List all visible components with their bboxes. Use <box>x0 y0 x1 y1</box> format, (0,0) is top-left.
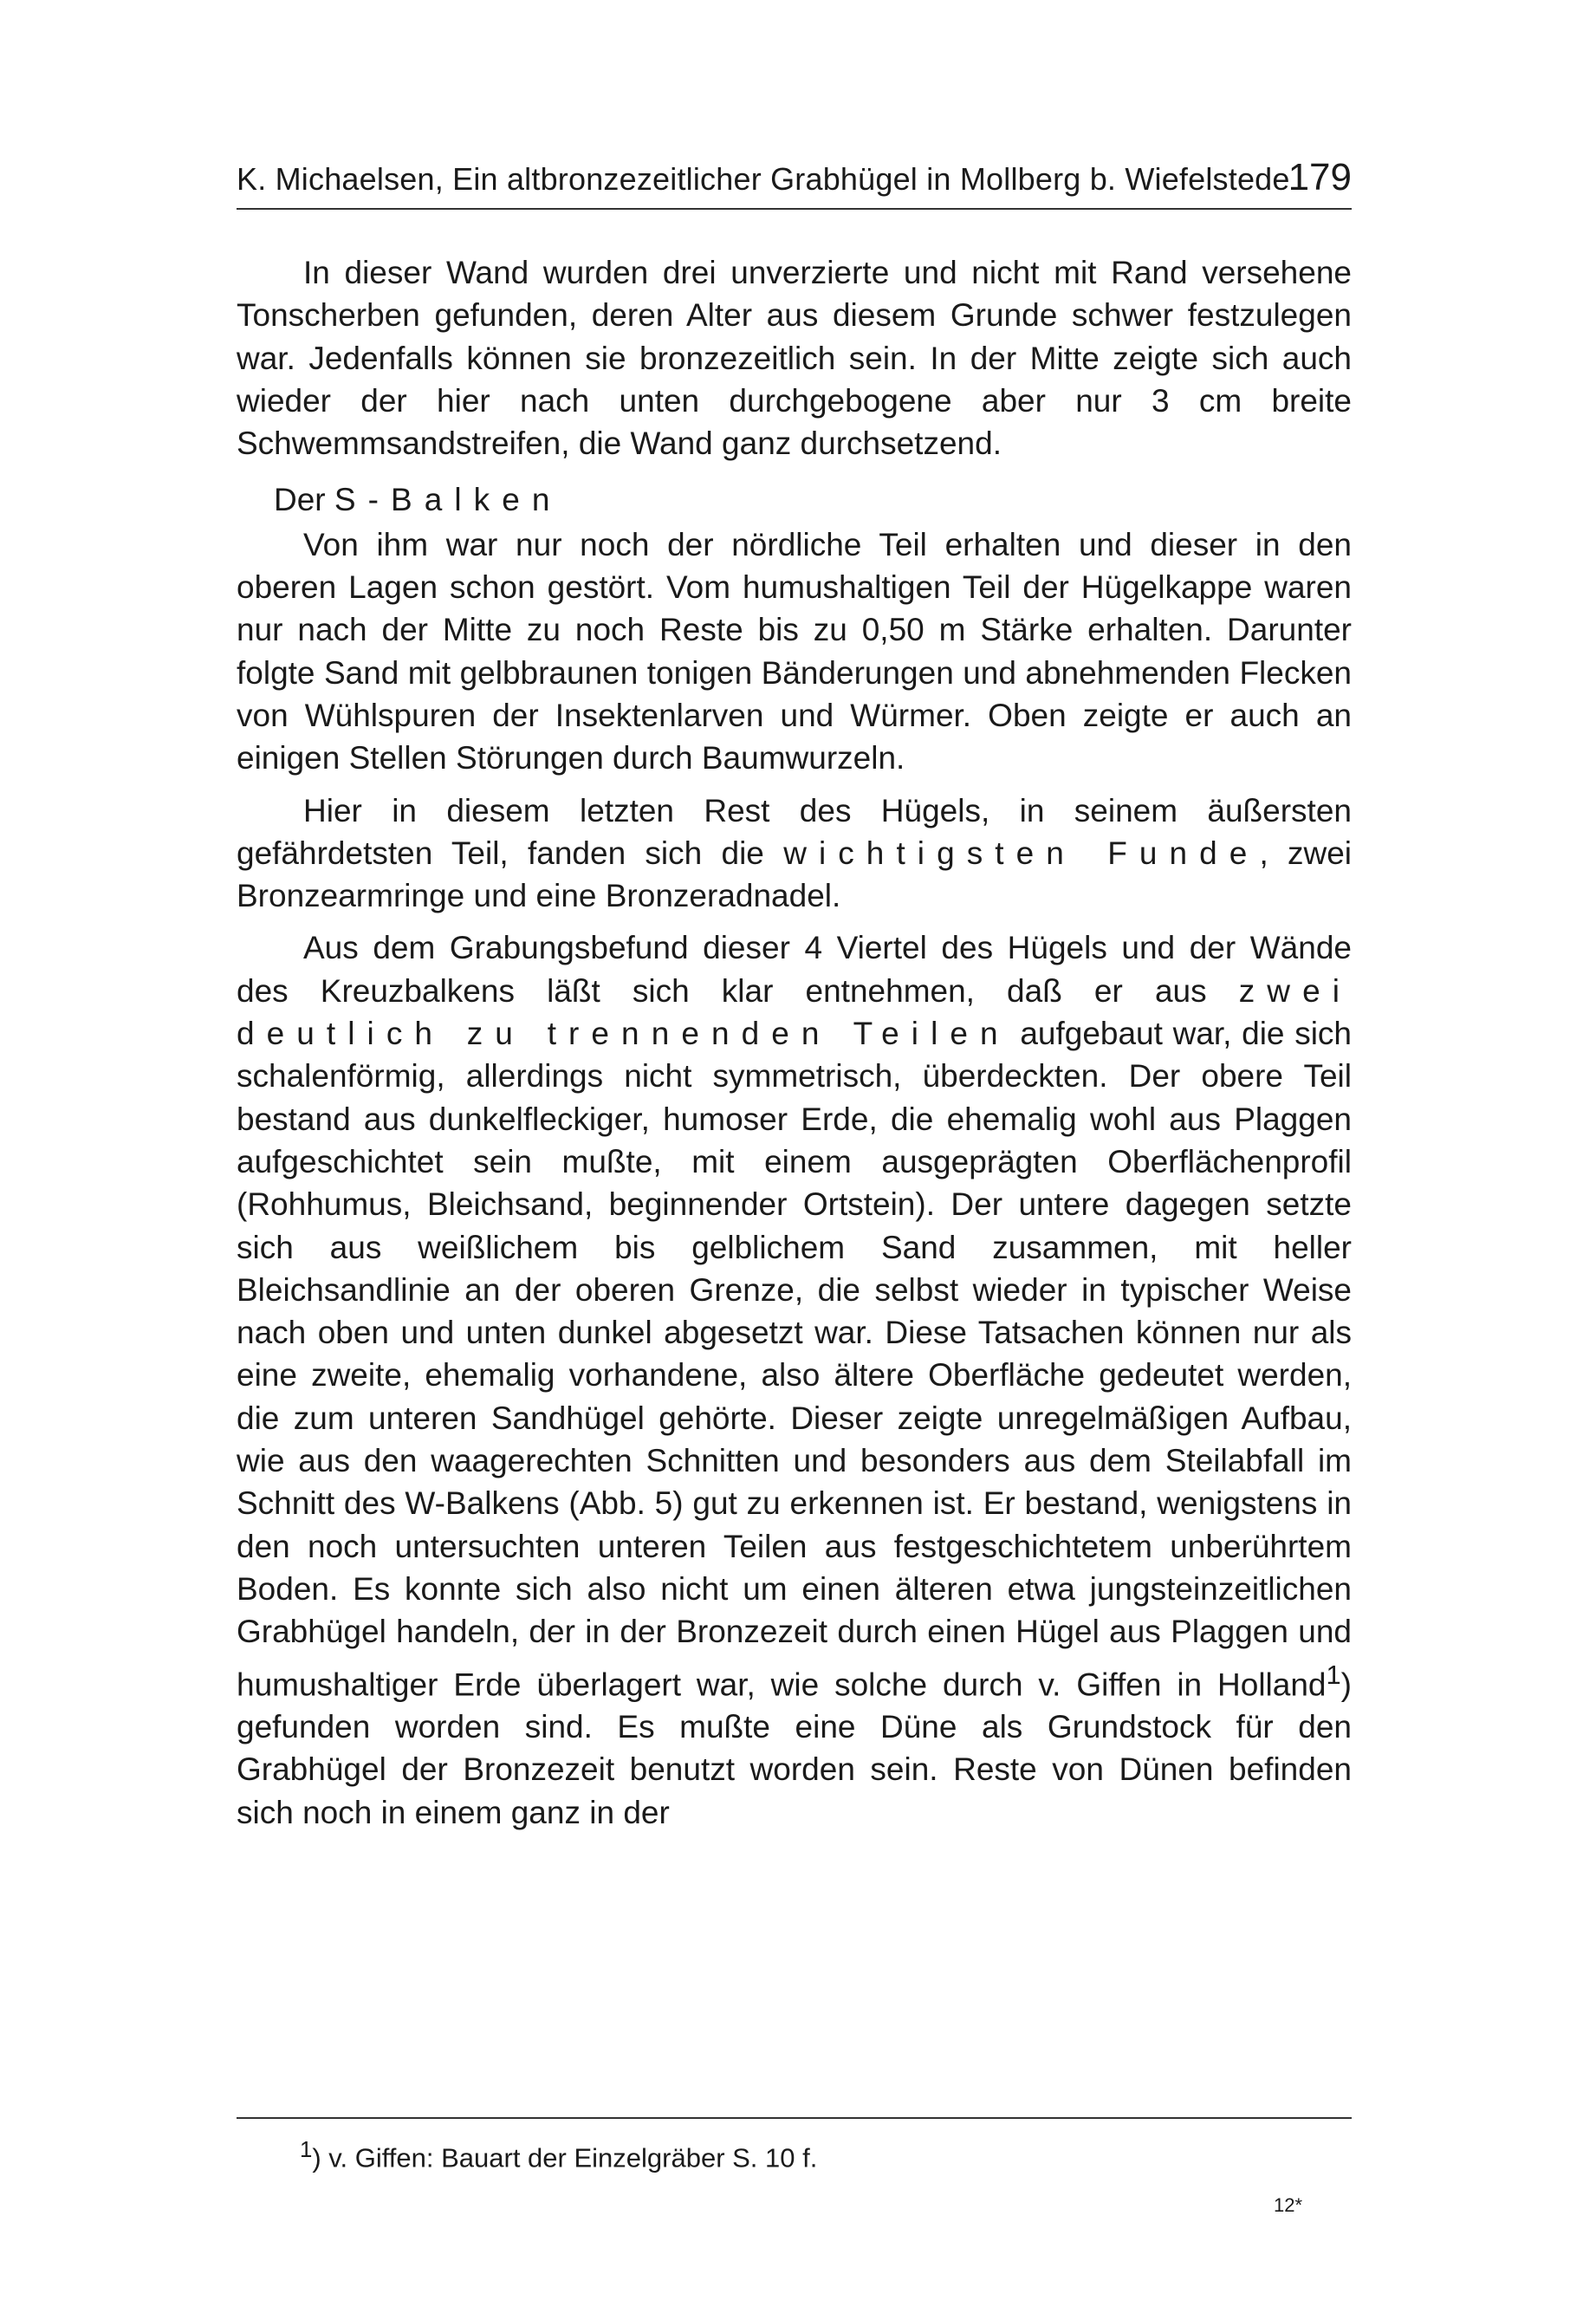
paragraph-2-text: Von ihm war nur noch der nördliche Teil erhalten und dieser in den oberen Lagen schon gestört. Vom humushaltigen Teil der Hügelkappe waren nur nach der Mitte zu noch Reste bis zu 0,50 m Stärke erhalten. Darunter folgte Sand mit gelbbraunen tonigen Bänderungen und abnehmenden Flecken von Wühlspuren der Insektenlarven und Würmer. Oben zeigte er auch an einigen Stellen Störungen durch Baumwurzeln. <box>237 526 1352 776</box>
signature-mark: 12* <box>1274 2194 1303 2216</box>
paragraph-4-text-b: aufgebaut war, die sich schalenförmig, allerdings nicht symmetrisch, überdeckten. Der obere Teil bestand aus dunkelfleckiger, humoser Erde, die ehemalig wohl aus Plaggen aufgeschichtet sein mußte, mit einem ausgeprägten Oberflächenprofil (Rohhumus, Bleichsand, beginnender Ortstein). Der untere dagegen setzte sich aus weißlichem bis gelblichem Sand zusammen, mit heller Bleichsandlinie an der oberen Grenze, die selbst wieder in typischer Weise nach oben und unten dunkel abgesetzt war. Diese Tatsachen können nur als eine zweite, ehemalig vorhandene, also ältere Oberfläche gedeutet werden, die zum unteren Sandhügel gehörte. Dieser zeigte unregelmäßigen Aufbau, wie aus den waagerechten Schnitten und besonders aus dem Steilabfall im Schnitt des W-Balkens (Abb. 5) gut zu erkennen ist. Er bestand, wenigstens in den noch untersuchten unteren Teilen aus festgeschichtetem unberührtem Boden. Es konnte sich also nicht um einen älteren etwa jungsteinzeitlichen Grabhügel handeln, der in der Bronzezeit durch einen Hügel aus Plaggen und humushaltiger Erde überlagert war, wie solche durch v. Giffen in Holland <box>237 1016 1352 1702</box>
paragraph-1 <box>237 251 1352 465</box>
paragraph-3 <box>237 789 1352 918</box>
section-heading-s-balken <box>237 478 1352 521</box>
footnote-text: ) v. Giffen: Bauart der Einzelgräber S. 10 f. <box>312 2142 818 2173</box>
footnote <box>300 2138 817 2173</box>
paragraph-3-text-b: , zwei Bronzearmringe und eine Bronzeradnadel. <box>237 835 1353 914</box>
paragraph-3-text-a: Hier in diesem letzten Rest des Hügels, in seinem äußersten gefährdetsten Teil, fanden sich die <box>237 792 1352 871</box>
footnote-reference: 1 <box>1326 1659 1341 1690</box>
paragraph-4-text-a: Aus dem Grabungsbefund dieser 4 Viertel des Hügels und der Wände des Kreuzbalkens läßt sich klar entnehmen, daß er aus <box>237 930 1352 1009</box>
header-rule <box>237 208 1352 210</box>
page-number: 179 <box>1288 156 1352 198</box>
heading-spaced: S-Balken <box>334 482 562 518</box>
paragraph-4-text-c: ) gefunden worden sind. Es mußte eine Düne als Grundstock für den Grabhügel der Bronzezeit benutzt worden sein. Reste von Dünen befinden sich noch in einem ganz in der <box>237 1666 1352 1830</box>
paragraph-2 <box>237 523 1352 780</box>
running-header <box>237 154 1352 203</box>
main-text <box>237 251 1352 1834</box>
paragraph-1-text: In dieser Wand wurden drei unverzierte und nicht mit Rand versehene Tonscherben gefunden, deren Alter aus diesem Grunde schwer festzulegen war. Jedenfalls können sie bronzezeitlich sein. In der Mitte zeigte sich auch wieder der hier nach unten durchgebogene aber nur 3 cm breite Schwemmsandstreifen, die Wand ganz durchsetzend. <box>237 255 1352 462</box>
footnote-rule <box>237 2117 1352 2119</box>
paragraph-4-emphasis: zwei deutlich zu trennenden Teilen <box>237 972 1352 1052</box>
footnote-marker: 1 <box>300 2138 313 2162</box>
paragraph-4 <box>237 926 1352 1834</box>
heading-prefix: Der <box>274 482 334 518</box>
running-title: K. Michaelsen, Ein altbronzezeitlicher Grabhügel in Mollberg b. Wiefelstede <box>237 161 1290 197</box>
paragraph-3-emphasis: wichtigsten Funde <box>783 835 1260 871</box>
